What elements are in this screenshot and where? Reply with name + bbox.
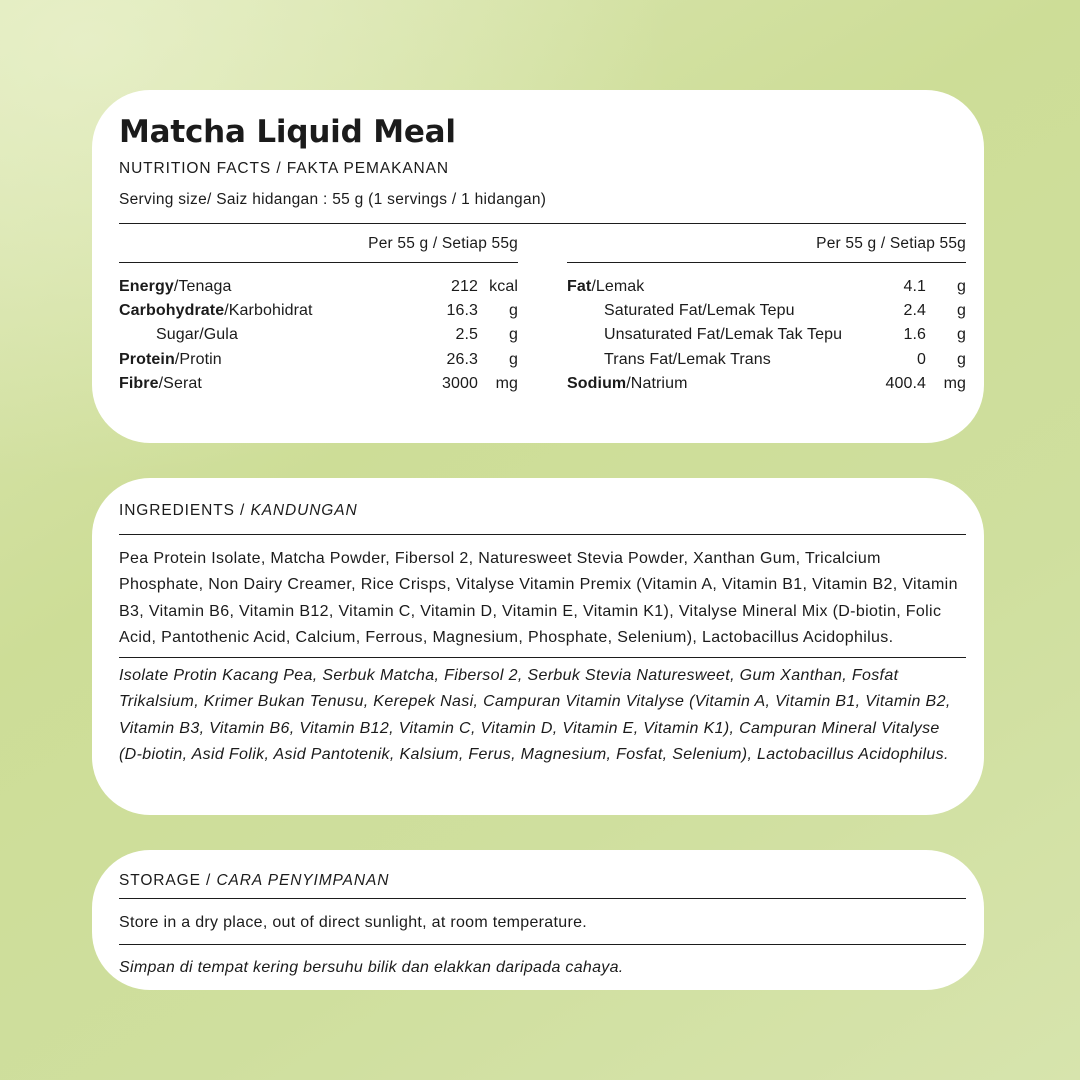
storage-text-english: Store in a dry place, out of direct sunlight, at room temperature. [119,914,588,931]
divider [119,657,966,658]
nutrient-unit: g [509,326,518,344]
nutrient-label: Unsaturated Fat/Lemak Tak Tepu [604,326,843,344]
ingredients-card [92,478,984,815]
table-row-unsaturated-fat [567,323,966,347]
divider [119,944,966,945]
nutrient-label: Fibre/Serat [119,374,202,392]
storage-text-malay: Simpan di tempat kering bersuhu bilik dan elakkan daripada cahaya. [119,959,624,976]
table-row-energy [119,275,518,299]
nutrient-value: 212 [451,277,478,295]
nutrition-column-right [567,224,966,396]
nutrition-column-left [119,224,518,396]
table-row-carbohydrate [119,299,518,323]
nutrient-value: 2.4 [903,301,926,319]
nutrient-label: Energy/Tenaga [119,277,232,295]
nutrient-unit: g [957,326,966,344]
ingredients-text-malay: Isolate Protin Kacang Pea, Serbuk Matcha, Fibersol 2, Serbuk Stevia Naturesweet, Gum Xanthan, Fosfat Trikalsium, Krimer Bukan Tenusu, Kerepek Nasi, Campuran Vitamin Vitalyse (Vitamin A, Vitamin B1, Vitamin B2, Vitamin B3, Vitamin B6, Vitamin B12, Vitamin C, Vitamin D, Vitamin E, Vitamin K1), Campuran Mineral Vitalyse (D-biotin, Asid Folik, Asid Pantotenik, Kalsium, Ferus, Magnesium, Fosfat, Selenium), Lactobacillus Acidophilus. [119,667,951,764]
nutrient-unit: g [957,277,966,295]
serving-size-line: Serving size/ Saiz hidangan : 55 g (1 servings / 1 hidangan) [119,190,547,208]
nutrient-value: 4.1 [903,277,926,295]
nutrient-value: 26.3 [446,350,478,368]
nutrient-label: Trans Fat/Lemak Trans [604,350,771,368]
nutrition-table [119,224,966,396]
table-row-saturated-fat [567,299,966,323]
nutrient-label: Sodium/Natrium [567,374,688,392]
table-row-fat [567,275,966,299]
divider [119,534,966,535]
nutrient-value: 400.4 [885,374,926,392]
nutrient-unit: mg [495,374,518,392]
nutrient-value: 3000 [442,374,478,392]
nutrient-label: Fat/Lemak [567,277,645,295]
nutrient-label: Sugar/Gula [156,326,238,344]
nutrient-value: 16.3 [446,301,478,319]
nutrient-unit: g [957,301,966,319]
nutrient-value: 0 [917,350,926,368]
nutrient-label: Carbohydrate/Karbohidrat [119,301,313,319]
table-row-protein [119,348,518,372]
divider [119,898,966,899]
table-row-sodium [567,372,966,396]
ingredients-heading: INGREDIENTS / KANDUNGAN [119,502,358,519]
storage-heading: STORAGE / CARA PENYIMPANAN [119,872,390,889]
nutrition-facts-heading: NUTRITION FACTS / FAKTA PEMAKANAN [119,159,449,177]
nutrient-unit: g [509,350,518,368]
product-title: Matcha Liquid Meal [119,114,456,150]
table-row-trans-fat [567,348,966,372]
nutrient-unit: mg [943,374,966,392]
table-row-fibre [119,372,518,396]
nutrient-label: Saturated Fat/Lemak Tepu [604,301,795,319]
nutrient-label: Protein/Protin [119,350,222,368]
nutrient-unit: g [509,301,518,319]
nutrition-card [92,90,984,443]
nutrient-unit: g [957,350,966,368]
storage-card [92,850,984,990]
nutrient-unit: kcal [489,277,518,295]
nutrient-value: 1.6 [903,326,926,344]
ingredients-text-english: Pea Protein Isolate, Matcha Powder, Fibersol 2, Naturesweet Stevia Powder, Xanthan Gum, Tricalcium Phosphate, Non Dairy Creamer, Rice Crisps, Vitalyse Vitamin Premix (Vitamin A, Vitamin B1, Vitamin B2, Vitamin B3, Vitamin B6, Vitamin B12, Vitamin C, Vitamin D, Vitamin E, Vitamin K1), Vitalyse Mineral Mix (D-biotin, Folic Acid, Pantothenic Acid, Calcium, Ferrous, Magnesium, Phosphate, Selenium), Lactobacillus Acidophilus. [119,550,958,646]
table-row-sugar [119,323,518,347]
column-header-left: Per 55 g / Setiap 55g [119,224,518,263]
column-header-right: Per 55 g / Setiap 55g [567,224,966,263]
nutrient-value: 2.5 [455,326,478,344]
